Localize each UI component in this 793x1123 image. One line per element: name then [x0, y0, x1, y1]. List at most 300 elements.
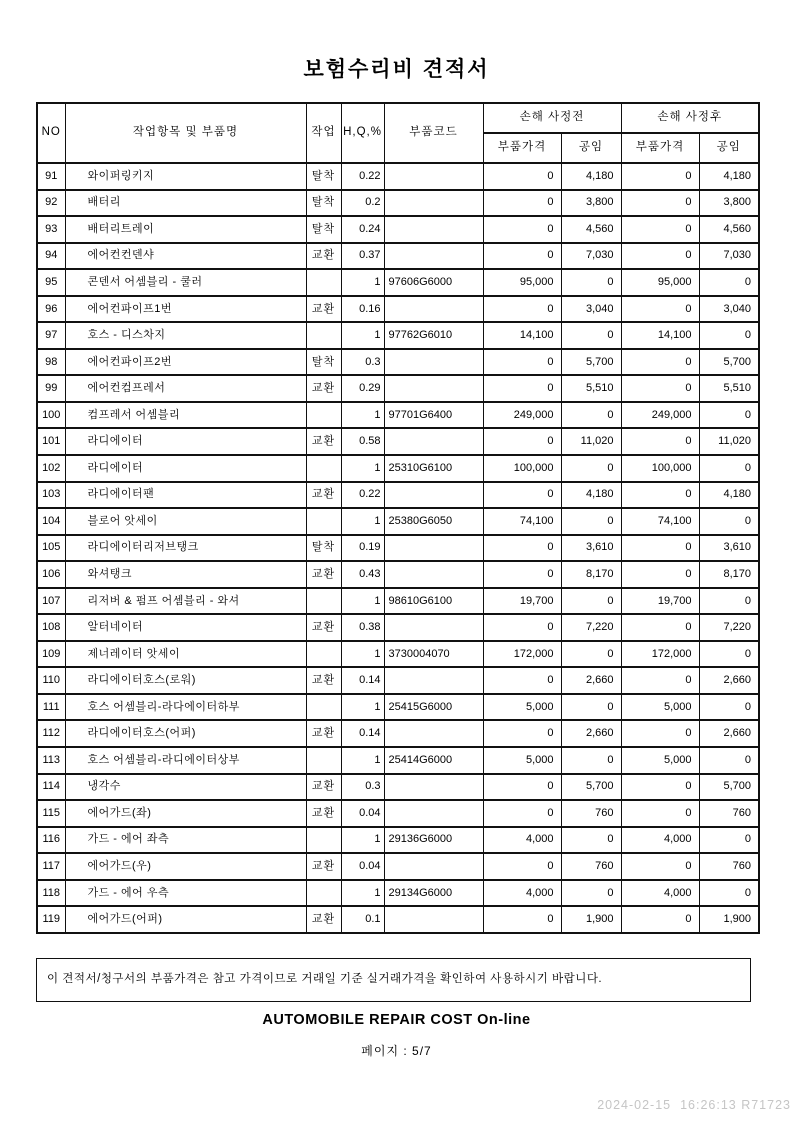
cell-post-labor: 5,700 — [699, 349, 759, 376]
cell-part-code — [384, 614, 483, 641]
cell-post-part-price: 4,000 — [621, 827, 699, 854]
cell-post-part-price: 0 — [621, 561, 699, 588]
cell-post-part-price: 249,000 — [621, 402, 699, 429]
cell-post-labor: 2,660 — [699, 720, 759, 747]
cell-work-type: 교환 — [306, 561, 341, 588]
table-row — [37, 827, 759, 854]
cell-pre-labor: 760 — [561, 800, 621, 827]
cell-work-type: 교환 — [306, 614, 341, 641]
cell-no: 98 — [37, 349, 65, 376]
cell-work-type — [306, 455, 341, 482]
cell-hq-percent: 0.16 — [341, 296, 384, 323]
table-row — [37, 402, 759, 429]
cell-part-code — [384, 535, 483, 562]
cell-hq-percent: 1 — [341, 455, 384, 482]
table-row — [37, 243, 759, 270]
cell-item-name: 가드 - 에어 우측 — [65, 880, 306, 907]
cell-item-name: 에어컨파이프1번 — [65, 296, 306, 323]
table-row — [37, 694, 759, 721]
header-post-part-price: 부품가격 — [621, 133, 699, 163]
cell-pre-labor: 0 — [561, 508, 621, 535]
cell-work-type — [306, 402, 341, 429]
cell-post-part-price: 0 — [621, 163, 699, 190]
table-row — [37, 800, 759, 827]
cell-pre-part-price: 95,000 — [483, 269, 561, 296]
cell-pre-labor: 0 — [561, 402, 621, 429]
cell-pre-labor: 7,030 — [561, 243, 621, 270]
header-pre-part-price: 부품가격 — [483, 133, 561, 163]
cell-pre-labor: 5,510 — [561, 375, 621, 402]
cell-item-name: 배터리 — [65, 190, 306, 217]
cell-no: 107 — [37, 588, 65, 615]
cell-work-type: 탈착 — [306, 216, 341, 243]
cell-item-name: 냉각수 — [65, 774, 306, 801]
cell-pre-part-price: 0 — [483, 375, 561, 402]
cell-work-type: 교환 — [306, 853, 341, 880]
cell-hq-percent: 0.24 — [341, 216, 384, 243]
cell-work-type: 교환 — [306, 720, 341, 747]
cell-pre-part-price: 0 — [483, 720, 561, 747]
cell-part-code: 25380G6050 — [384, 508, 483, 535]
cell-hq-percent: 0.29 — [341, 375, 384, 402]
cell-post-part-price: 0 — [621, 375, 699, 402]
cell-pre-labor: 4,180 — [561, 482, 621, 509]
cell-no: 118 — [37, 880, 65, 907]
cell-post-labor: 2,660 — [699, 667, 759, 694]
notice-text: 이 견적서/청구서의 부품가격은 참고 가격이므로 거래일 기준 실거래가격을 확인하여 사용하시기 바랍니다. — [47, 973, 603, 985]
cell-work-type: 교환 — [306, 375, 341, 402]
cell-no: 108 — [37, 614, 65, 641]
cell-part-code: 25310G6100 — [384, 455, 483, 482]
table-row — [37, 588, 759, 615]
cell-item-name: 제너레이터 앗세이 — [65, 641, 306, 668]
cell-work-type: 교환 — [306, 906, 341, 933]
cell-hq-percent: 0.38 — [341, 614, 384, 641]
cell-post-part-price: 0 — [621, 720, 699, 747]
cell-item-name: 에어가드(우) — [65, 853, 306, 880]
cell-pre-part-price: 0 — [483, 561, 561, 588]
cell-post-labor: 0 — [699, 322, 759, 349]
cell-pre-part-price: 5,000 — [483, 747, 561, 774]
table-row — [37, 853, 759, 880]
cell-part-code — [384, 163, 483, 190]
cell-pre-part-price: 0 — [483, 190, 561, 217]
cell-work-type — [306, 880, 341, 907]
cell-post-labor: 1,900 — [699, 906, 759, 933]
cell-work-type — [306, 508, 341, 535]
cell-no: 106 — [37, 561, 65, 588]
timestamp-watermark: 2024-02-15 16:26:13 R71723 — [597, 1098, 791, 1112]
cell-work-type: 탈착 — [306, 535, 341, 562]
cell-work-type: 교환 — [306, 243, 341, 270]
cell-hq-percent: 0.22 — [341, 482, 384, 509]
header-hq: H,Q,% — [341, 103, 384, 163]
estimate-table — [36, 102, 760, 934]
cell-hq-percent: 1 — [341, 880, 384, 907]
table-row — [37, 455, 759, 482]
cell-no: 115 — [37, 800, 65, 827]
cell-part-code: 29136G6000 — [384, 827, 483, 854]
table-row — [37, 296, 759, 323]
header-work: 작업 — [306, 103, 341, 163]
cell-pre-part-price: 0 — [483, 216, 561, 243]
cell-post-part-price: 0 — [621, 800, 699, 827]
cell-post-part-price: 0 — [621, 774, 699, 801]
cell-hq-percent: 0.19 — [341, 535, 384, 562]
cell-hq-percent: 1 — [341, 588, 384, 615]
cell-pre-part-price: 0 — [483, 800, 561, 827]
cell-pre-labor: 3,040 — [561, 296, 621, 323]
cell-part-code: 98610G6100 — [384, 588, 483, 615]
cell-no: 96 — [37, 296, 65, 323]
table-row — [37, 561, 759, 588]
cell-pre-labor: 4,180 — [561, 163, 621, 190]
cell-part-code — [384, 482, 483, 509]
cell-pre-labor: 0 — [561, 747, 621, 774]
cell-post-part-price: 5,000 — [621, 694, 699, 721]
cell-work-type: 탈착 — [306, 190, 341, 217]
cell-pre-part-price: 0 — [483, 428, 561, 455]
cell-hq-percent: 1 — [341, 827, 384, 854]
cell-item-name: 블로어 앗세이 — [65, 508, 306, 535]
cell-no: 117 — [37, 853, 65, 880]
cell-part-code: 25414G6000 — [384, 747, 483, 774]
header-part-code: 부품코드 — [384, 103, 483, 163]
cell-work-type — [306, 269, 341, 296]
cell-hq-percent: 1 — [341, 508, 384, 535]
table-row — [37, 375, 759, 402]
cell-part-code — [384, 243, 483, 270]
cell-hq-percent: 1 — [341, 269, 384, 296]
cell-item-name: 가드 - 에어 좌측 — [65, 827, 306, 854]
cell-no: 111 — [37, 694, 65, 721]
cell-post-labor: 0 — [699, 747, 759, 774]
cell-pre-labor: 4,560 — [561, 216, 621, 243]
cell-part-code — [384, 428, 483, 455]
cell-pre-labor: 0 — [561, 694, 621, 721]
cell-item-name: 에어컨파이프2번 — [65, 349, 306, 376]
cell-post-labor: 7,220 — [699, 614, 759, 641]
cell-work-type: 교환 — [306, 800, 341, 827]
cell-part-code: 97762G6010 — [384, 322, 483, 349]
cell-post-labor: 4,560 — [699, 216, 759, 243]
header-item: 작업항목 및 부품명 — [65, 103, 306, 163]
cell-item-name: 와셔탱크 — [65, 561, 306, 588]
cell-work-type: 교환 — [306, 482, 341, 509]
table-body — [37, 163, 759, 933]
notice-box — [36, 958, 751, 1002]
cell-work-type: 탈착 — [306, 163, 341, 190]
cell-post-part-price: 74,100 — [621, 508, 699, 535]
table-row — [37, 641, 759, 668]
cell-pre-part-price: 5,000 — [483, 694, 561, 721]
cell-item-name: 배터리트레이 — [65, 216, 306, 243]
cell-pre-labor: 7,220 — [561, 614, 621, 641]
cell-hq-percent: 1 — [341, 747, 384, 774]
cell-no: 93 — [37, 216, 65, 243]
cell-item-name: 컴프레서 어셈블리 — [65, 402, 306, 429]
cell-part-code — [384, 375, 483, 402]
cell-pre-labor: 2,660 — [561, 667, 621, 694]
cell-item-name: 라디에이터 — [65, 428, 306, 455]
cell-work-type — [306, 694, 341, 721]
cell-part-code: 29134G6000 — [384, 880, 483, 907]
table-row — [37, 614, 759, 641]
cell-hq-percent: 0.1 — [341, 906, 384, 933]
table-row — [37, 747, 759, 774]
cell-post-part-price: 0 — [621, 296, 699, 323]
cell-part-code — [384, 667, 483, 694]
cell-post-part-price: 0 — [621, 216, 699, 243]
header-post-labor: 공임 — [699, 133, 759, 163]
cell-work-type: 교환 — [306, 296, 341, 323]
cell-no: 119 — [37, 906, 65, 933]
header-pre-labor: 공임 — [561, 133, 621, 163]
table-row — [37, 482, 759, 509]
cell-part-code — [384, 720, 483, 747]
cell-hq-percent: 0.2 — [341, 190, 384, 217]
cell-post-part-price: 0 — [621, 614, 699, 641]
cell-pre-part-price: 0 — [483, 535, 561, 562]
table-row — [37, 906, 759, 933]
cell-pre-labor: 0 — [561, 880, 621, 907]
cell-pre-part-price: 0 — [483, 774, 561, 801]
cell-item-name: 라디에이터호스(어퍼) — [65, 720, 306, 747]
cell-work-type: 교환 — [306, 428, 341, 455]
cell-part-code — [384, 296, 483, 323]
cell-post-labor: 3,040 — [699, 296, 759, 323]
cell-item-name: 라디에이터팬 — [65, 482, 306, 509]
cell-post-labor: 4,180 — [699, 482, 759, 509]
cell-hq-percent: 0.14 — [341, 667, 384, 694]
page-title: 보험수리비 견적서 — [303, 58, 490, 81]
cell-part-code: 3730004070 — [384, 641, 483, 668]
cell-post-labor: 3,800 — [699, 190, 759, 217]
cell-work-type: 교환 — [306, 774, 341, 801]
cell-pre-labor: 0 — [561, 827, 621, 854]
cell-part-code — [384, 906, 483, 933]
cell-part-code — [384, 216, 483, 243]
cell-post-part-price: 19,700 — [621, 588, 699, 615]
cell-item-name: 호스 어셈블리-라다에이터하부 — [65, 694, 306, 721]
cell-no: 97 — [37, 322, 65, 349]
cell-post-part-price: 0 — [621, 667, 699, 694]
cell-hq-percent: 0.58 — [341, 428, 384, 455]
cell-pre-part-price: 0 — [483, 163, 561, 190]
cell-post-part-price: 14,100 — [621, 322, 699, 349]
cell-no: 101 — [37, 428, 65, 455]
cell-post-labor: 0 — [699, 694, 759, 721]
table-row — [37, 880, 759, 907]
cell-pre-labor: 5,700 — [561, 774, 621, 801]
cell-work-type: 탈착 — [306, 349, 341, 376]
cell-pre-part-price: 0 — [483, 853, 561, 880]
cell-pre-labor: 0 — [561, 641, 621, 668]
cell-hq-percent: 0.3 — [341, 349, 384, 376]
cell-post-labor: 0 — [699, 508, 759, 535]
cell-pre-labor: 0 — [561, 455, 621, 482]
cell-part-code — [384, 190, 483, 217]
cell-work-type — [306, 322, 341, 349]
cell-post-part-price: 5,000 — [621, 747, 699, 774]
cell-hq-percent: 1 — [341, 322, 384, 349]
cell-no: 92 — [37, 190, 65, 217]
cell-hq-percent: 0.04 — [341, 853, 384, 880]
cell-post-labor: 0 — [699, 641, 759, 668]
cell-pre-labor: 760 — [561, 853, 621, 880]
table-row — [37, 774, 759, 801]
cell-item-name: 에어가드(어퍼) — [65, 906, 306, 933]
cell-pre-part-price: 0 — [483, 906, 561, 933]
cell-part-code — [384, 800, 483, 827]
cell-item-name: 알터네이터 — [65, 614, 306, 641]
cell-pre-labor: 1,900 — [561, 906, 621, 933]
cell-pre-labor: 8,170 — [561, 561, 621, 588]
cell-post-labor: 0 — [699, 827, 759, 854]
cell-post-labor: 11,020 — [699, 428, 759, 455]
cell-work-type — [306, 588, 341, 615]
table-row — [37, 349, 759, 376]
header-no: NO — [37, 103, 65, 163]
table-header — [37, 103, 759, 163]
cell-hq-percent: 1 — [341, 694, 384, 721]
cell-pre-labor: 0 — [561, 588, 621, 615]
table-row — [37, 322, 759, 349]
cell-item-name: 라디에이터 — [65, 455, 306, 482]
cell-post-labor: 0 — [699, 269, 759, 296]
cell-item-name: 콘덴서 어셈블리 - 쿨러 — [65, 269, 306, 296]
cell-part-code — [384, 774, 483, 801]
cell-work-type — [306, 827, 341, 854]
cell-pre-part-price: 19,700 — [483, 588, 561, 615]
cell-no: 99 — [37, 375, 65, 402]
cell-post-labor: 5,700 — [699, 774, 759, 801]
cell-pre-part-price: 0 — [483, 614, 561, 641]
table-row — [37, 163, 759, 190]
cell-pre-labor: 11,020 — [561, 428, 621, 455]
cell-item-name: 에어가드(좌) — [65, 800, 306, 827]
cell-post-part-price: 0 — [621, 535, 699, 562]
cell-hq-percent: 1 — [341, 402, 384, 429]
cell-post-part-price: 172,000 — [621, 641, 699, 668]
cell-hq-percent: 1 — [341, 641, 384, 668]
cell-no: 102 — [37, 455, 65, 482]
cell-item-name: 와이퍼링키지 — [65, 163, 306, 190]
cell-part-code: 97701G6400 — [384, 402, 483, 429]
cell-post-part-price: 0 — [621, 243, 699, 270]
cell-post-labor: 760 — [699, 853, 759, 880]
cell-no: 112 — [37, 720, 65, 747]
cell-post-part-price: 100,000 — [621, 455, 699, 482]
cell-no: 94 — [37, 243, 65, 270]
cell-no: 91 — [37, 163, 65, 190]
cell-no: 110 — [37, 667, 65, 694]
cell-hq-percent: 0.3 — [341, 774, 384, 801]
footer-page-number: 페이지 : 5/7 — [361, 1044, 432, 1058]
cell-item-name: 에어컨컴프레서 — [65, 375, 306, 402]
cell-pre-part-price: 74,100 — [483, 508, 561, 535]
cell-post-part-price: 4,000 — [621, 880, 699, 907]
cell-post-part-price: 0 — [621, 190, 699, 217]
footer-service-name: AUTOMOBILE REPAIR COST On-line — [262, 1012, 531, 1028]
cell-no: 103 — [37, 482, 65, 509]
cell-pre-labor: 2,660 — [561, 720, 621, 747]
table-row — [37, 216, 759, 243]
estimate-table-wrap — [36, 102, 760, 934]
cell-pre-labor: 0 — [561, 269, 621, 296]
cell-work-type — [306, 747, 341, 774]
cell-no: 105 — [37, 535, 65, 562]
cell-no: 113 — [37, 747, 65, 774]
cell-post-labor: 7,030 — [699, 243, 759, 270]
cell-post-labor: 0 — [699, 455, 759, 482]
cell-post-part-price: 0 — [621, 906, 699, 933]
cell-post-part-price: 0 — [621, 428, 699, 455]
cell-pre-part-price: 0 — [483, 349, 561, 376]
cell-item-name: 라디에이터리저브탱크 — [65, 535, 306, 562]
cell-post-labor: 0 — [699, 880, 759, 907]
cell-item-name: 리저버 & 펌프 어셈블리 - 와셔 — [65, 588, 306, 615]
cell-pre-part-price: 0 — [483, 243, 561, 270]
cell-pre-part-price: 0 — [483, 667, 561, 694]
header-post-group: 손해 사정후 — [621, 103, 759, 133]
cell-no: 116 — [37, 827, 65, 854]
cell-pre-part-price: 4,000 — [483, 880, 561, 907]
cell-post-labor: 0 — [699, 402, 759, 429]
cell-post-labor: 760 — [699, 800, 759, 827]
cell-pre-labor: 3,610 — [561, 535, 621, 562]
cell-pre-part-price: 0 — [483, 296, 561, 323]
table-row — [37, 667, 759, 694]
cell-no: 95 — [37, 269, 65, 296]
cell-post-labor: 4,180 — [699, 163, 759, 190]
table-row — [37, 720, 759, 747]
cell-pre-part-price: 172,000 — [483, 641, 561, 668]
cell-item-name: 에어컨컨덴샤 — [65, 243, 306, 270]
table-row — [37, 269, 759, 296]
cell-hq-percent: 0.22 — [341, 163, 384, 190]
cell-post-part-price: 95,000 — [621, 269, 699, 296]
table-row — [37, 190, 759, 217]
cell-hq-percent: 0.43 — [341, 561, 384, 588]
cell-item-name: 호스 어셈블리-라디에이터상부 — [65, 747, 306, 774]
cell-no: 114 — [37, 774, 65, 801]
cell-pre-part-price: 249,000 — [483, 402, 561, 429]
cell-pre-labor: 0 — [561, 322, 621, 349]
cell-pre-labor: 3,800 — [561, 190, 621, 217]
cell-pre-part-price: 0 — [483, 482, 561, 509]
cell-item-name: 라디에이터호스(로워) — [65, 667, 306, 694]
cell-post-labor: 3,610 — [699, 535, 759, 562]
table-row — [37, 428, 759, 455]
cell-hq-percent: 0.14 — [341, 720, 384, 747]
cell-part-code — [384, 853, 483, 880]
cell-pre-labor: 5,700 — [561, 349, 621, 376]
cell-post-labor: 8,170 — [699, 561, 759, 588]
cell-part-code: 25415G6000 — [384, 694, 483, 721]
cell-item-name: 호스 - 디스차지 — [65, 322, 306, 349]
cell-post-part-price: 0 — [621, 853, 699, 880]
cell-post-part-price: 0 — [621, 349, 699, 376]
cell-hq-percent: 0.37 — [341, 243, 384, 270]
cell-part-code: 97606G6000 — [384, 269, 483, 296]
cell-post-part-price: 0 — [621, 482, 699, 509]
cell-hq-percent: 0.04 — [341, 800, 384, 827]
cell-no: 109 — [37, 641, 65, 668]
cell-post-labor: 0 — [699, 588, 759, 615]
table-row — [37, 535, 759, 562]
cell-pre-part-price: 4,000 — [483, 827, 561, 854]
